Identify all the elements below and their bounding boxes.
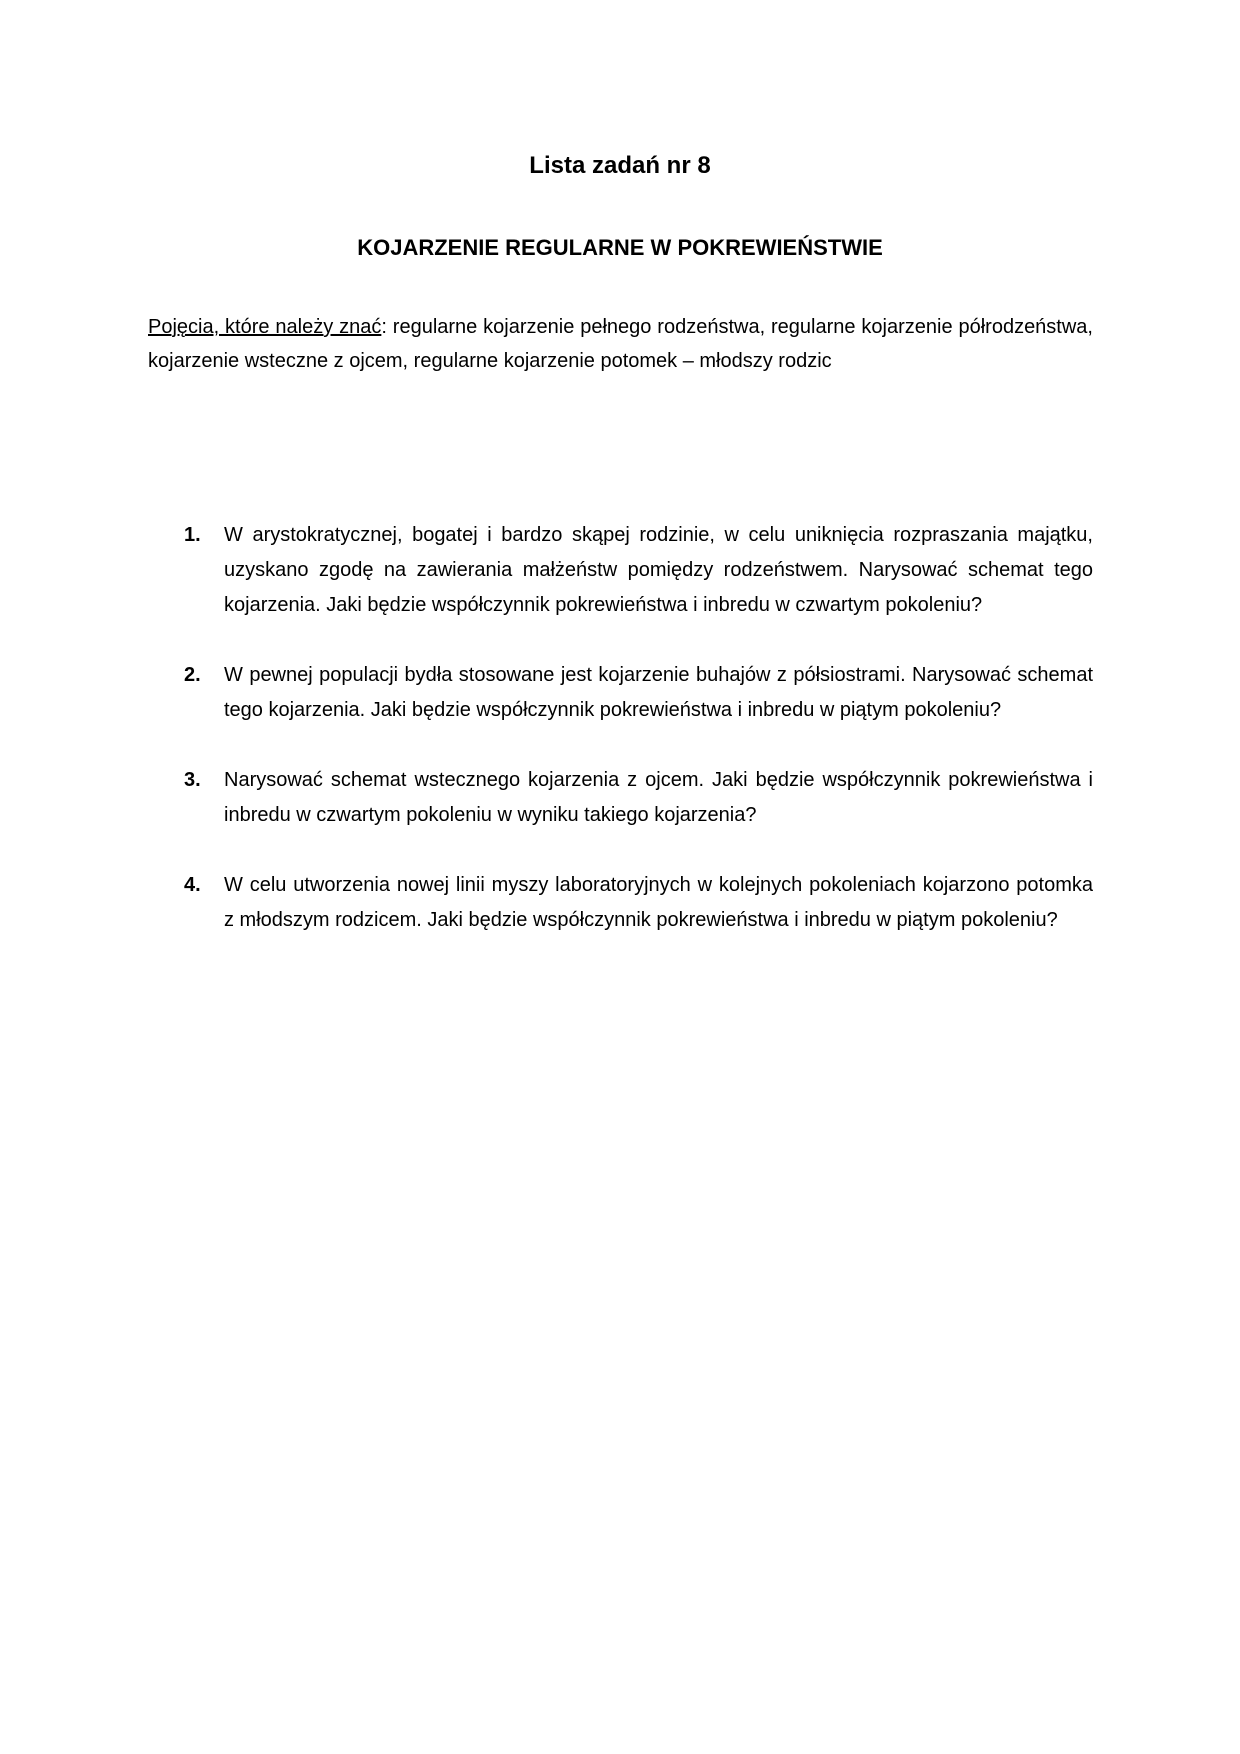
task-item <box>180 763 1093 833</box>
task-item <box>180 658 1093 728</box>
document-title: Lista zadań nr 8 <box>529 152 711 179</box>
document-subtitle: KOJARZENIE REGULARNE W POKREWIEŃSTWIE <box>357 235 883 260</box>
concepts-text: : regularne kojarzenie pełnego rodzeństwa, regularne kojarzenie półrodzeństwa, kojarzenie wsteczne z ojcem, regularne kojarzenie potomek – młodszy rodzic <box>148 316 1093 372</box>
concepts-label: Pojęcia, które należy znać <box>148 316 382 338</box>
task-number: 3. <box>184 769 201 791</box>
task-item <box>180 868 1093 938</box>
task-text: W arystokratycznej, bogatej i bardzo skąpej rodzinie, w celu uniknięcia rozpraszania majątku, uzyskano zgodę na zawierania małżeństw pomiędzy rodzeństwem. Narysować schemat tego kojarzenia. Jaki będzie współczynnik pokrewieństwa i inbredu w czwartym pokoleniu? <box>224 524 1093 616</box>
task-number: 1. <box>184 524 201 546</box>
task-text: Narysować schemat wstecznego kojarzenia z ojcem. Jaki będzie współczynnik pokrewieństwa i inbredu w czwartym pokoleniu w wyniku takiego kojarzenia? <box>224 769 1093 826</box>
task-text: W celu utworzenia nowej linii myszy laboratoryjnych w kolejnych pokoleniach kojarzono potomka z młodszym rodzicem. Jaki będzie współczynnik pokrewieństwa i inbredu w piątym pokoleniu? <box>224 874 1093 931</box>
concepts-paragraph <box>148 310 1093 378</box>
task-text: W pewnej populacji bydła stosowane jest kojarzenie buhajów z półsiostrami. Narysować schemat tego kojarzenia. Jaki będzie współczynnik pokrewieństwa i inbredu w piątym pokoleniu? <box>224 664 1093 721</box>
task-list <box>180 518 1093 973</box>
task-item <box>180 518 1093 623</box>
task-number: 4. <box>184 874 201 896</box>
task-number: 2. <box>184 664 201 686</box>
